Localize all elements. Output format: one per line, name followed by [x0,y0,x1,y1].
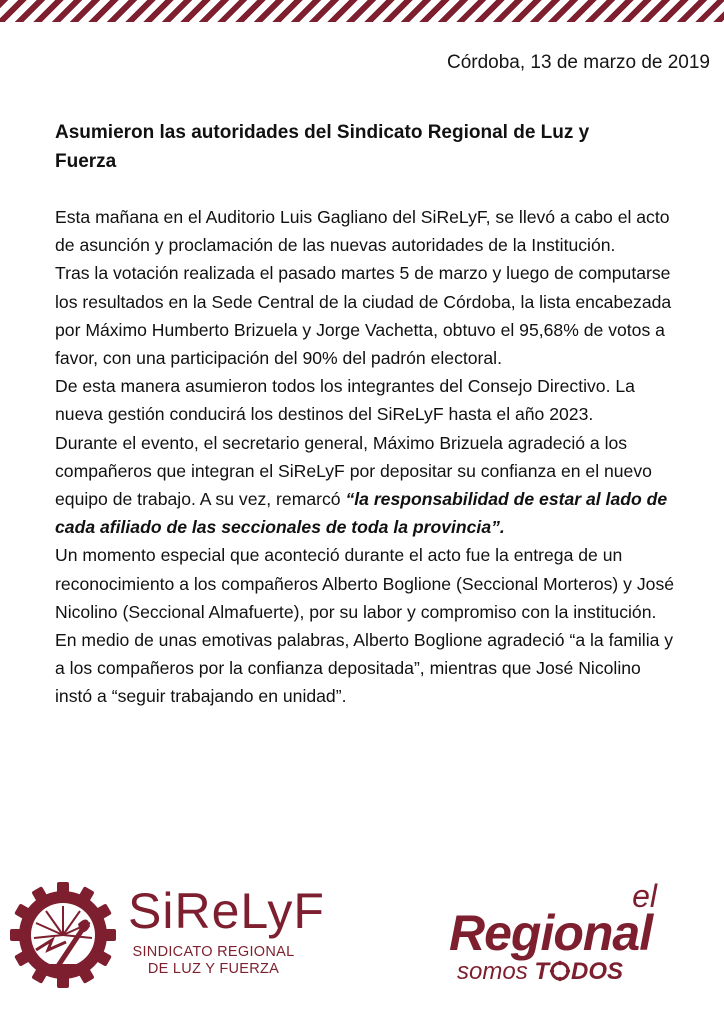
regional-logo-main: Regional [449,905,653,961]
sirelyf-wordmark: SiReLyF [128,883,325,939]
regional-logo-somos: somos [457,958,528,985]
sirelyf-subtitle-line-1: SINDICATO REGIONAL [132,944,295,960]
el-regional-logo [445,878,675,988]
document-date: Córdoba, 13 de marzo de 2019 [446,52,710,73]
people-ring-icon [549,958,571,986]
paragraph-4 [55,429,675,542]
sirelyf-subtitle [126,944,301,978]
regional-logo-tagline [457,958,623,986]
decorative-stripe-band [0,0,724,22]
sirelyf-subtitle-line-2: DE LUZ Y FUERZA [147,961,280,977]
document-body [55,203,675,711]
sirelyf-logo [8,880,348,990]
paragraph-4-intro: Durante el evento, el secretario general, Máximo Brizuela agradeció a los compañeros que integran el SiReLyF por depositar su confianza en el nuevo equipo de trabajo. A su vez, remarcó [55,432,652,510]
paragraph-1: Esta mañana en el Auditorio Luis Gagliano del SiReLyF, se llevó a cabo el acto de asunción y proclamación de las nuevas autoridades de la Institución. [55,207,670,256]
regional-logo-el: el [632,878,657,914]
paragraph-4-quote: “la responsabilidad de estar al lado de cada afiliado de las seccionales de toda la provincia”. [55,489,668,538]
paragraph-5: Un momento especial que aconteció durante el acto fue la entrega de un reconocimiento a los compañeros Alberto Boglione (Seccional Morteros) y José Nicolino (Seccional Almafuerte), por su labor y compromiso con la institución. [55,545,675,622]
regional-logo-todos [534,958,623,985]
paragraph-2: Tras la votación realizada el pasado martes 5 de marzo y luego de computarse los resultados en la Sede Central de la ciudad de Córdoba, la lista encabezada por Máximo Humberto Brizuela y Jorge Vachetta, obtuvo el 95,68% de votos a favor, con una participación del 90% del padrón electoral. [55,263,672,369]
paragraph-3: De esta manera asumieron todos los integrantes del Consejo Directivo. La nueva gestión conducirá los destinos del SiReLyF hasta el año 2023. [55,376,635,425]
gear-lightning-torch-icon [8,880,118,990]
paragraph-6: En medio de unas emotivas palabras, Alberto Boglione agradeció “a la familia y a los compañeros por la confianza depositada”, mientras que José Nicolino instó a “seguir trabajando en unidad”. [55,630,674,707]
document-headline: Asumieron las autoridades del Sindicato Regional de Luz y Fuerza [55,122,590,172]
regional-logo-todos-rest: DOS [571,958,624,985]
regional-logo-todos-t: T [534,958,550,985]
